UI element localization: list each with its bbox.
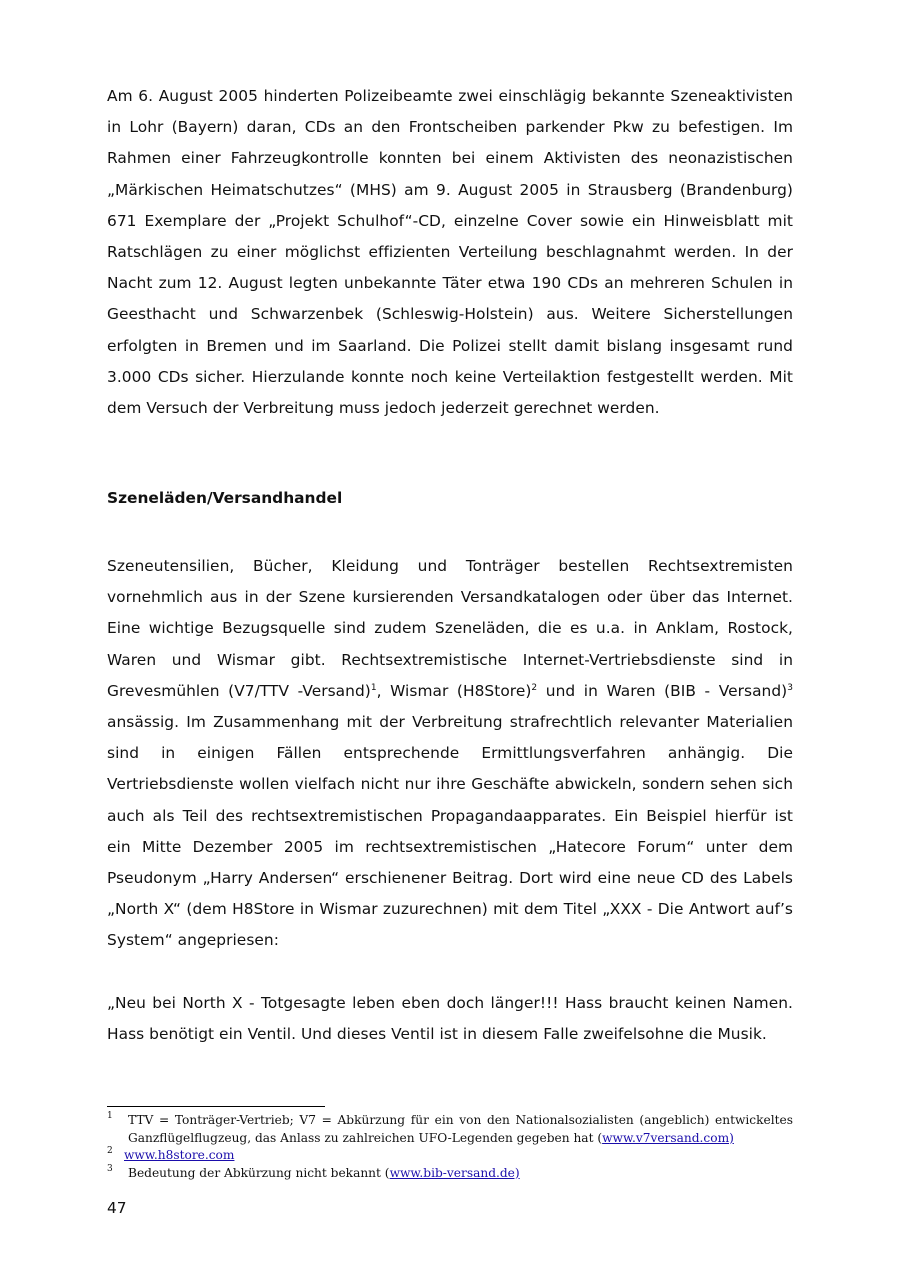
footnote-ref-3[interactable]: 3: [787, 682, 794, 693]
footnote-number: 2: [107, 1146, 113, 1156]
paragraph-mail-order: [107, 551, 793, 957]
paragraph-text: ansässig. Im Zusammenhang mit der Verbreitung strafrechtlich relevanter Materialien sind in einigen Fällen entsprechende Ermittlungsverfahren anhängig. Die Vertriebsdienste wollen vielfach nicht nur ihre Geschäfte abwickeln, sondern sehen sich auch als Teil des rechtsextremistischen Propagandaapparates. Ein Beispiel hierfür ist ein Mitte Dezember 2005 im rechtsextremistischen „Hatecore Forum“ unter dem Pseudonym „Harry Andersen“ erschienener Beitrag. Dort wird eine neue CD des Labels „North X“ (dem H8Store in Wismar zuzurechnen) mit dem Titel „XXX - Die Antwort auf’s System“ angepriesen:: [107, 713, 793, 950]
footnote-link-bib-versand[interactable]: www.bib-versand.de): [389, 1165, 520, 1180]
footnote-2: [107, 1147, 793, 1165]
paragraph-text: Szeneutensilien, Bücher, Kleidung und Tonträger bestellen Rechtsextremisten vornehmlich aus in der Szene kursierenden Versandkatalogen oder über das Internet. Eine wichtige Bezugsquelle sind zudem Szeneläden, die es u.a. in Anklam, Rostock, Waren und Wismar gibt. Rechtsextremistische Internet-Vertriebsdienste sind in Grevesmühlen (V7/TTV -Versand): [107, 557, 793, 700]
footnote-text: Bedeutung der Abkürzung nicht bekannt (: [128, 1165, 390, 1180]
paragraph-cd-distribution: Am 6. August 2005 hinderten Polizeibeamte zwei einschlägig bekannte Szeneaktivisten in Lohr (Bayern) daran, CDs an den Frontscheiben parkender Pkw zu befestigen. Im Rahmen einer Fahrzeugkontrolle konnten bei einem Aktivisten des neonazistischen „Märkischen Heimatschutzes“ (MHS) am 9. August 2005 in Strausberg (Brandenburg) 671 Exemplare der „Projekt Schulhof“-CD, einzelne Cover sowie ein Hinweisblatt mit Ratschlägen zu einer möglichst effizienten Verteilung beschlagnahmt werden. In der Nacht zum 12. August legten unbekannte Täter etwa 190 CDs an mehreren Schulen in Geesthacht und Schwarzenbek (Schleswig-Holstein) aus. Weitere Sicherstellungen erfolgten in Bremen und im Saarland. Die Polizei stellt damit bislang insgesamt rund 3.000 CDs sicher. Hierzulande konnte noch keine Verteilaktion festgestellt werden. Mit dem Versuch der Verbreitung muss jedoch jederzeit gerechnet werden.: [107, 87, 793, 418]
footnote-divider: [107, 1106, 325, 1107]
footnote-ref-2[interactable]: 2: [531, 682, 538, 693]
section-heading: Szeneläden/Versandhandel: [107, 489, 343, 507]
footnotes: [107, 1112, 793, 1182]
footnote-1: [107, 1112, 793, 1147]
footnote-3: [107, 1165, 793, 1183]
footnote-number: 1: [107, 1111, 113, 1121]
quote-paragraph: „Neu bei North X - Totgesagte leben eben doch länger!!! Hass braucht keinen Namen. Hass benötigt ein Ventil. Und dieses Ventil ist in diesem Falle zweifelsohne die Musik.: [107, 994, 793, 1044]
footnote-number: 3: [107, 1163, 113, 1174]
page-number: 47: [107, 1199, 127, 1217]
paragraph-text: und in Waren (BIB - Versand): [537, 681, 788, 700]
footnote-ref-1[interactable]: 1: [370, 682, 377, 693]
footnote-text: TTV = Tonträger-Vertrieb; V7 = Abkürzung für ein von den Nationalsozialisten (angeblich) entwickeltes Ganzflügelflugzeug, das Anlass zu zahlreichen UFO-Legenden gegeben hat (: [128, 1113, 793, 1145]
footnote-link-v7versand[interactable]: www.v7versand.com): [602, 1130, 734, 1145]
paragraph-text: , Wismar (H8Store): [376, 681, 532, 700]
footnote-link-h8store[interactable]: www.h8store.com: [124, 1148, 235, 1162]
